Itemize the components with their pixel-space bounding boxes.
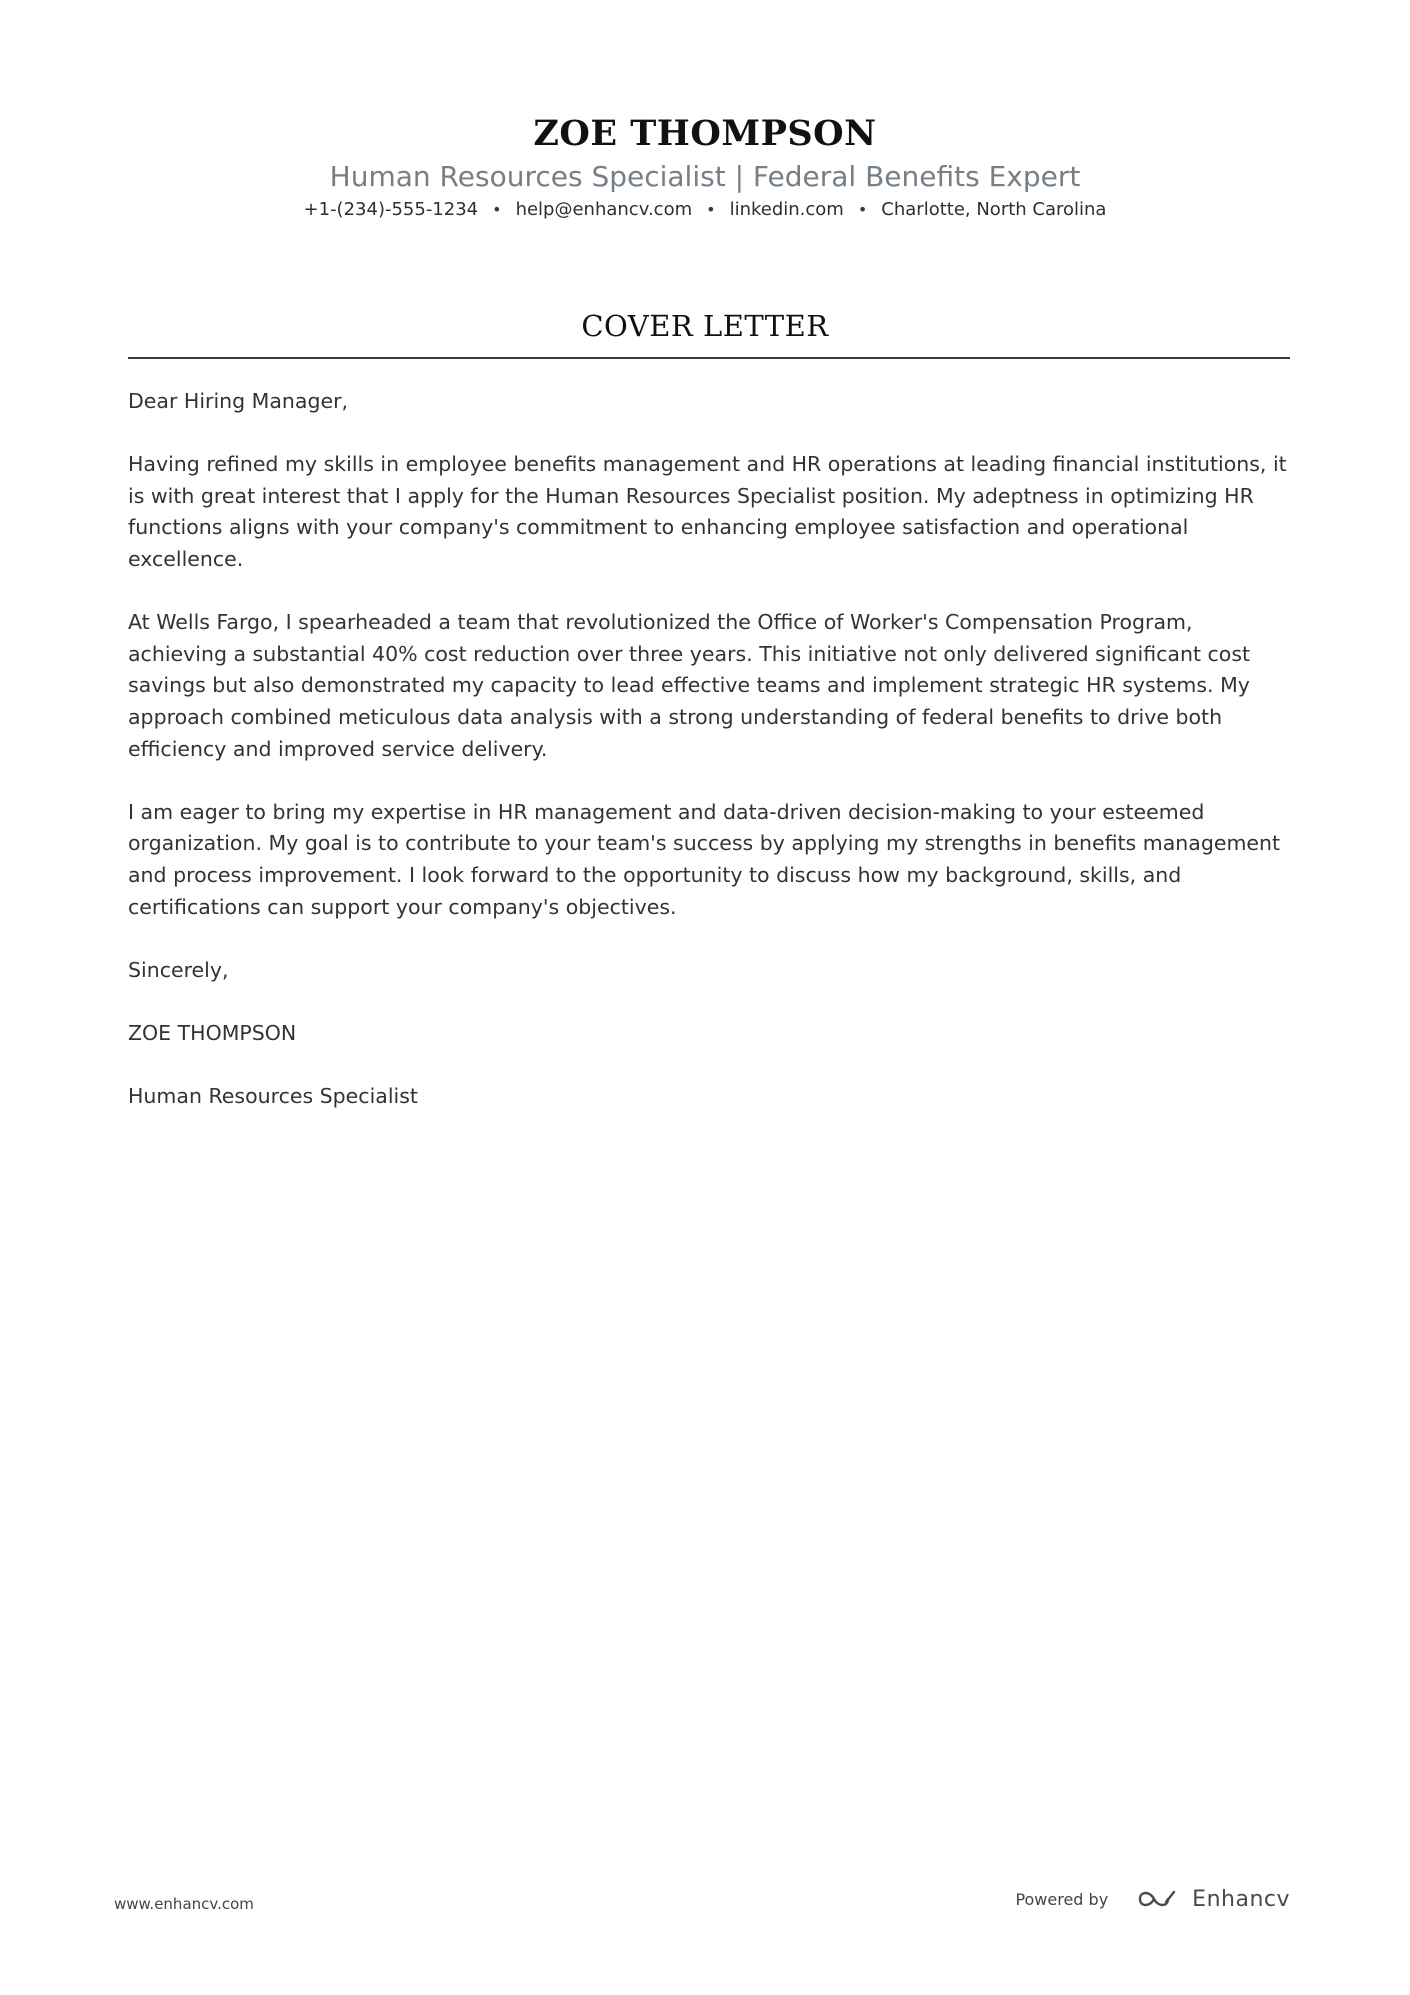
signature-title: Human Resources Specialist xyxy=(128,1084,418,1109)
footer-website-link[interactable]: www.enhancv.com xyxy=(114,1895,254,1913)
powered-by-label: Powered by xyxy=(1015,1889,1109,1909)
section-title: COVER LETTER xyxy=(581,309,829,343)
enhancv-logo[interactable] xyxy=(1134,1886,1290,1912)
footer-branding xyxy=(1015,1886,1290,1912)
phone: +1-(234)-555-1234 xyxy=(303,199,479,220)
applicant-title: Human Resources Specialist | Federal Benefits Expert xyxy=(329,160,1081,193)
applicant-name: ZOE THOMPSON xyxy=(533,113,877,154)
enhancv-wordmark: Enhancv xyxy=(1192,1886,1290,1912)
separator-dot: • xyxy=(857,200,868,219)
contact-line xyxy=(0,198,1410,222)
greeting: Dear Hiring Manager, xyxy=(128,389,349,413)
letter-body xyxy=(128,386,1290,1144)
separator-dot: • xyxy=(706,200,716,219)
paragraph-2: At Wells Fargo, I spearheaded a team that revolutionized the Office of Worker's Compensation Program, achieving a substantial 40% cost reduction over three years. This initiative not only delivered significant cost savings but also demonstrated my capacity to lead effective teams and implement strategic HR systems. My approach combined meticulous data analysis with a strong understanding of federal benefits to drive both efficiency and improved service delivery. xyxy=(128,610,1251,761)
paragraph-3: I am eager to bring my expertise in HR management and data-driven decision-making to your esteemed organization. My goal is to contribute to your team's success by applying my strengths in benefits management and process improvement. I look forward to the opportunity to discuss how my background, skills, and certifications can support your company's objectives. xyxy=(128,799,1281,919)
header xyxy=(0,112,1410,222)
section-divider xyxy=(128,357,1290,359)
email-link[interactable]: help@enhancv.com xyxy=(515,199,693,220)
closing: Sincerely, xyxy=(128,957,229,982)
location: Charlotte, North Carolina xyxy=(881,199,1107,220)
signature-name: ZOE THOMPSON xyxy=(128,1020,297,1045)
linkedin-link[interactable]: linkedin.com xyxy=(729,199,844,220)
paragraph-1: Having refined my skills in employee benefits management and HR operations at leading financial institutions, it is with great interest that I apply for the Human Resources Specialist position. My adeptness in optimizing HR functions aligns with your company's commitment to enhancing employee satisfaction and operational excellence. xyxy=(128,452,1287,571)
separator-dot: • xyxy=(492,200,502,219)
enhancv-logo-icon xyxy=(1134,1886,1182,1912)
